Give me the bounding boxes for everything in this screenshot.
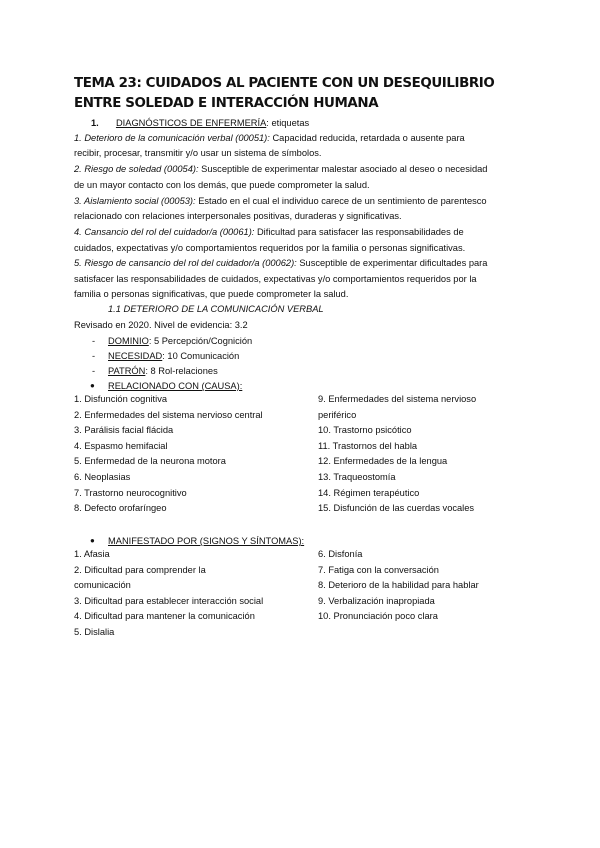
diagnosis-text: Estado en el cual el individuo carece de un sentimiento de parentesco [195, 196, 487, 206]
title-line-2: ENTRE SOLEDAD E INTERACCIÓN HUMANA [74, 96, 379, 111]
list-item: 2. Dificultad para comprender la [74, 564, 206, 575]
manifestado-heading: MANIFESTADO POR (SIGNOS Y SÍNTOMAS): [108, 536, 305, 546]
bullet-icon: ● [90, 381, 95, 390]
page-title [74, 74, 544, 114]
list-item: 9. Verbalización inapropiada [318, 595, 435, 606]
diagnosis-label: 3. Aislamiento social (00053): [74, 196, 196, 206]
list-item: 15. Disfunción de las cuerdas vocales [318, 503, 475, 514]
list-item: 1. Disfunción cognitiva [74, 394, 168, 404]
list-item: 3. Dificultad para establecer interacción social [74, 595, 264, 606]
list-item: 8. Defecto orofaríngeo [74, 503, 167, 514]
relacionado-heading: RELACIONADO CON (CAUSA): [108, 381, 243, 391]
list-item: 9. Enfermedades del sistema nervioso [318, 394, 477, 404]
revision-note: Revisado en 2020. Nivel de evidencia: 3.2 [74, 320, 248, 330]
list-item: comunicación [74, 580, 131, 591]
list-item: 8. Deterioro de la habilidad para hablar [318, 580, 479, 591]
list-item: 5. Enfermedad de la neurona motora [74, 456, 226, 467]
diagnosis-label: 2. Riesgo de soledad (00054): [74, 164, 199, 174]
necesidad-label: NECESIDAD [108, 351, 163, 361]
diagnosis-label: 1. Deterioro de la comunicación verbal (00051): [74, 133, 270, 143]
dominio-value: : 5 Percepción/Cognición [148, 336, 253, 346]
patron-line [108, 365, 218, 377]
list-item: 14. Régimen terapéutico [318, 487, 420, 498]
diagnosis-1-cont: recibir, procesar, transmitir y/o usar un sistema de símbolos. [74, 148, 322, 158]
diagnosis-text: Susceptible de experimentar dificultades para [296, 258, 488, 268]
list-item: 10. Pronunciación poco clara [318, 611, 438, 622]
dominio-line [108, 335, 252, 347]
patron-label: PATRÓN [108, 366, 146, 376]
title-line-1: TEMA 23: CUIDADOS AL PACIENTE CON UN DESEQUILIBRIO [74, 76, 495, 91]
diagnosis-label: 5. Riesgo de cansancio del rol del cuidador/a (00062): [74, 258, 297, 268]
list-item: 4. Espasmo hemifacial [74, 440, 168, 451]
diagnosis-label: 4. Cansancio del rol del cuidador/a (00061): [74, 227, 255, 237]
diagnosis-3-cont: relacionado con relaciones interpersonales positivas, duraderas y significativas. [74, 211, 402, 221]
dash-marker: - [92, 336, 96, 346]
diagnosis-text: Capacidad reducida, retardada o ausente para [269, 133, 465, 143]
list-item: 10. Trastorno psicótico [318, 425, 412, 436]
dash-marker: - [92, 366, 96, 376]
list-item: 6. Neoplasias [74, 471, 131, 482]
list-item: 2. Enfermedades del sistema nervioso central [74, 409, 263, 420]
diagnosis-5-cont-2: familia o personas significativas, que puede comprometer la salud. [74, 289, 349, 299]
diagnosis-text: Dificultad para satisfacer las responsabilidades de [254, 227, 464, 237]
patron-value: : 8 Rol-relaciones [145, 366, 218, 376]
diagnosis-2 [74, 163, 487, 175]
diagnosis-5 [74, 257, 487, 269]
list-item: 6. Disfonía [318, 549, 363, 559]
signs-right-list [318, 547, 479, 625]
diagnosis-2-cont: de un mayor contacto con los demás, que puede comprometer la salud. [74, 180, 370, 190]
list-item: 4. Dificultad para mantener la comunicación [74, 611, 255, 622]
bullet-icon: ● [90, 536, 95, 545]
list-item: 13. Traqueostomía [318, 471, 396, 482]
causes-right-list [318, 392, 476, 517]
list-item: periférico [318, 409, 357, 420]
list-item: 1. Afasia [74, 549, 110, 559]
section-heading [91, 117, 309, 129]
list-item: 3. Parálisis facial flácida [74, 425, 174, 436]
necesidad-line [108, 350, 239, 362]
causes-left-list [74, 392, 263, 517]
subsection-title: 1.1 DETERIORO DE LA COMUNICACIÓN VERBAL [108, 304, 324, 314]
diagnosis-text: Susceptible de experimentar malestar asociado al deseo o necesidad [198, 164, 488, 174]
diagnosis-3 [74, 195, 487, 207]
dominio-label: DOMINIO [108, 336, 149, 346]
diagnosis-4 [74, 226, 464, 238]
section-heading-label: DIAGNÓSTICOS DE ENFERMERÍA [115, 118, 267, 128]
list-item: 11. Trastornos del habla [318, 440, 418, 451]
list-item: 5. Dislalia [74, 626, 115, 637]
section-number: 1. [91, 118, 99, 128]
signs-left-list [74, 547, 263, 641]
list-item: 12. Enfermedades de la lengua [318, 456, 448, 467]
list-item: 7. Fatiga con la conversación [318, 564, 439, 575]
list-item: 7. Trastorno neurocognitivo [74, 487, 187, 498]
section-heading-suffix: : etiquetas [266, 118, 310, 128]
dash-marker: - [92, 351, 96, 361]
necesidad-value: : 10 Comunicación [162, 351, 240, 361]
diagnosis-5-cont: satisfacer las responsabilidades de cuidados, expectativas y/o comportamientos requeridos por la [74, 274, 477, 284]
diagnosis-1 [74, 132, 465, 144]
diagnosis-4-cont: cuidados, expectativas y/o comportamientos requeridos por la familia o personas significativas. [74, 243, 466, 253]
